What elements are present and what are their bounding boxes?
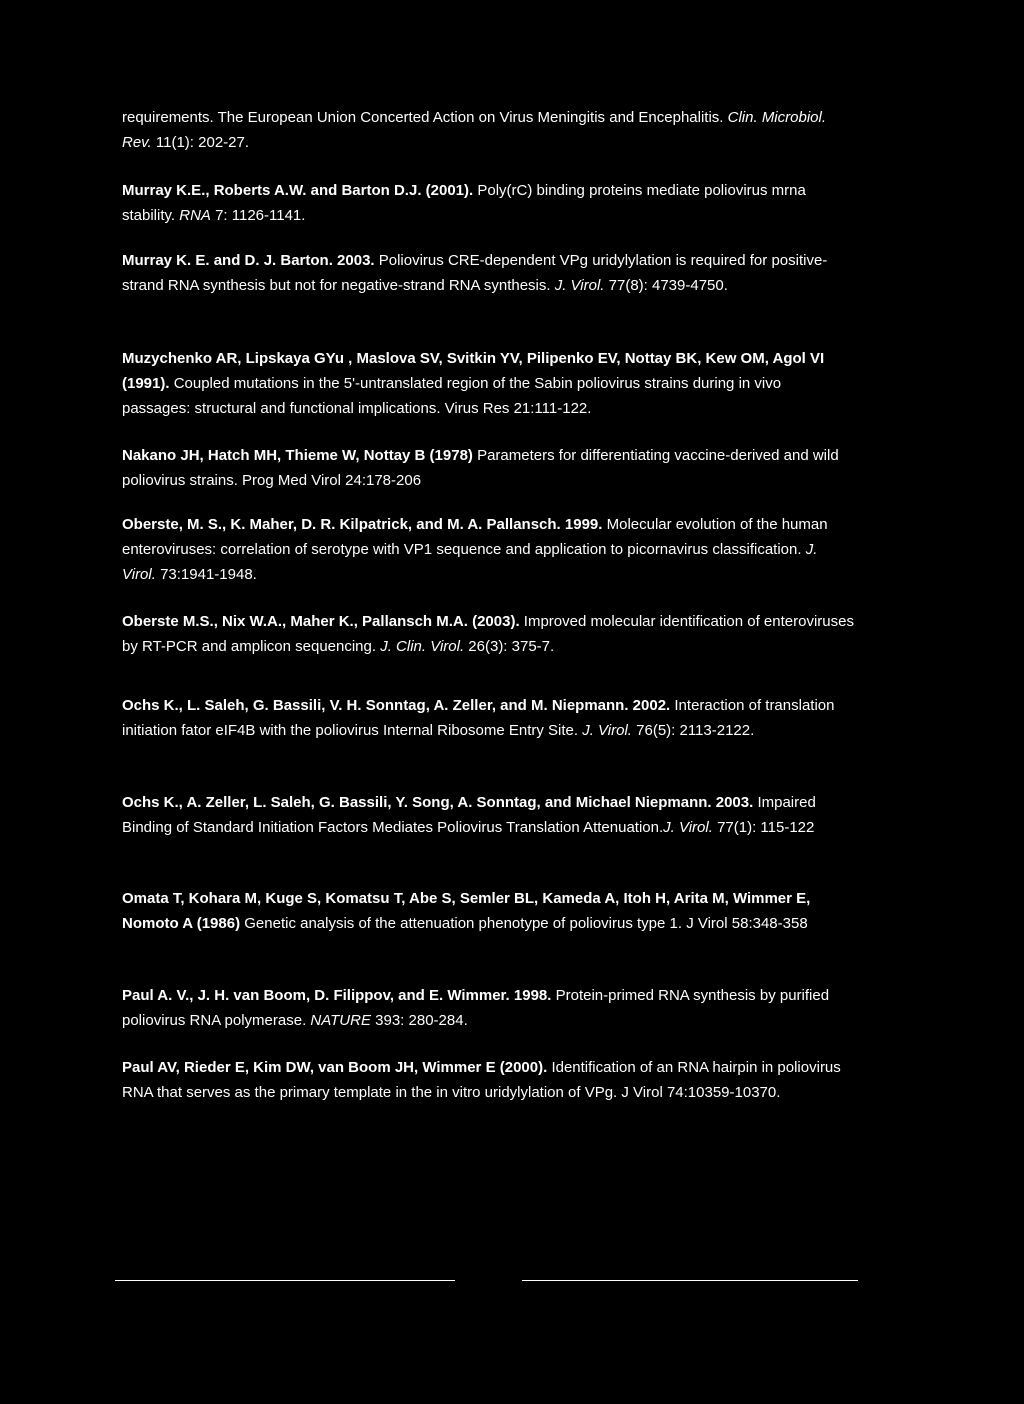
reference-entry: Paul AV, Rieder E, Kim DW, van Boom JH, Wimmer E (2000). Identification of an RNA hairpin in poliovirus RNA that serves as the primary template in the in vitro uridylylation of VPg. J Virol 74:10359-10370.: [122, 1059, 841, 1101]
reference-entry: requirements. The European Union Concerted Action on Virus Meningitis and Encephalitis. Clin. Microbiol. Rev. 11(1): 202-27.: [122, 109, 826, 151]
footer-rule-left: [115, 1280, 455, 1281]
reference-entry: Ochs K., A. Zeller, L. Saleh, G. Bassili, Y. Song, A. Sonntag, and Michael Niepmann. 2003. Impaired Binding of Standard Initiation Factors Mediates Poliovirus Translation Attenuation.J. Virol. 77(1): 115-122: [122, 794, 816, 836]
reference-entry: Omata T, Kohara M, Kuge S, Komatsu T, Abe S, Semler BL, Kameda A, Itoh H, Arita M, Wimmer E, Nomoto A (1986) Genetic analysis of the attenuation phenotype of poliovirus type 1. J Virol 58:348-358: [122, 890, 811, 932]
footer-rule-right: [522, 1280, 858, 1281]
reference-entry: Nakano JH, Hatch MH, Thieme W, Nottay B (1978) Parameters for differentiating vaccine-derived and wild poliovirus strains. Prog Med Virol 24:178-206: [122, 447, 839, 489]
reference-entry: Ochs K., L. Saleh, G. Bassili, V. H. Sonntag, A. Zeller, and M. Niepmann. 2002. Interaction of translation initiation fator eIF4B with the poliovirus Internal Ribosome Entry Site. J. Virol. 76(5): 2113-2122.: [122, 697, 835, 739]
reference-entry: Paul A. V., J. H. van Boom, D. Filippov, and E. Wimmer. 1998. Protein-primed RNA synthesis by purified poliovirus RNA polymerase. NATURE 393: 280-284.: [122, 987, 830, 1029]
reference-entry: Muzychenko AR, Lipskaya GYu , Maslova SV, Svitkin YV, Pilipenko EV, Nottay BK, Kew OM, Agol VI (1991). Coupled mutations in the 5'-untranslated region of the Sabin poliovirus strains during in vivo passages: structural and functional implications. Virus Res 21:111-122.: [122, 350, 825, 417]
reference-entry: Oberste M.S., Nix W.A., Maher K., Pallansch M.A. (2003). Improved molecular identification of enteroviruses by RT-PCR and amplicon sequencing. J. Clin. Virol. 26(3): 375-7.: [122, 613, 854, 655]
reference-entry: Oberste, M. S., K. Maher, D. R. Kilpatrick, and M. A. Pallansch. 1999. Molecular evolution of the human enteroviruses: correlation of serotype with VP1 sequence and application to picornavirus classification. J. Virol. 73:1941-1948.: [122, 516, 828, 583]
reference-entry: Murray K.E., Roberts A.W. and Barton D.J. (2001). Poly(rC) binding proteins mediate poliovirus mrna stability. RNA 7: 1126-1141.: [122, 182, 806, 224]
reference-entry: Murray K. E. and D. J. Barton. 2003. Poliovirus CRE-dependent VPg uridylylation is required for positive-strand RNA synthesis but not for negative-strand RNA synthesis. J. Virol. 77(8): 4739-4750.: [122, 252, 828, 294]
